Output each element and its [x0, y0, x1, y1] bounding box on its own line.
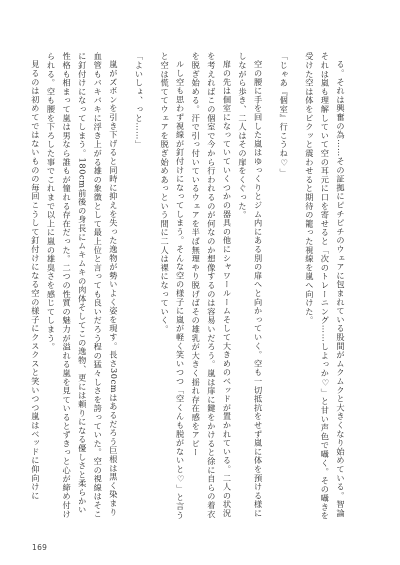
body-paragraph: ルし空も思わず視線が釘付けになってしまう。そんな空の様子に嵐が軽く笑いつつ「空くんも脱がないと♡」と言うと空は慌ててウェアを脱ぎ始めあっという間に二人は裸になっていく。: [160, 52, 186, 520]
paragraph-gap: [146, 52, 156, 522]
vertical-body-text: [30, 52, 348, 522]
page-number: 169: [32, 543, 48, 552]
body-paragraph: 見るのは初めてではないものの毎回こうして釘付けになる空の様子にクスクスと笑いつつ嵐はベッドに仰向けに: [30, 60, 41, 501]
paragraph-gap: [291, 52, 301, 522]
dialogue-line: 「よいしょ、っと……」: [134, 52, 145, 149]
paragraph-gap: [121, 52, 131, 522]
body-paragraph: 空の腰に手を回した嵐はゆっくりとジム内にある別の扉へと向かっていく。空も一切抵抗をせず嵐に体を預ける様にしながら歩き、二人はその扉をくぐった。: [238, 52, 264, 518]
body-paragraph: 扉の先は個室になっていていくつかの器具の他にシャワールームそして大きめのベッドが置かれている。二人の状況を考えればこの個室で今から行われるのが何なのか想像するのは容易いだろう。嵐は扉に鍵をかけると徐に自らの着衣を脱ぎ始める。汗で引っ付いているウェアを半ば無理やり脱げばその雄乳が大きく揺れ存在感をアピー: [191, 52, 233, 519]
body-paragraph: る。それは興奮の為……その証拠にピチピチのウェアに包まれている股間がムクムクと大きくなり始めている。智論それは嵐も理解していて空の耳元に口を寄せると「次のトレーニング……しよっか♡」と甘い声色で囁く。その囁きを受けた空は体をビクッと震わせると期待の籠った視線を嵐へ向けた。: [304, 52, 346, 521]
paragraph-gap: [266, 52, 276, 522]
dialogue-line: 「じゃあ『個室』行こうね♡」: [279, 52, 290, 177]
body-paragraph: 嵐がズボンを引き下げると同時に抑えを失った逸物が勢いよく姿を現す。長さ30cmはあるだろう巨根は黒く染まり血管もバキバキに浮き上がる雄の象徴として最上位と言っても良いだろう程の猛々しさを誇っていた。空の視線はそこに釘付けになってしまう。180cm前後の身長にムキムキの肉体そしてこの逸物、更には頼りになる優しさと柔らかい性格も相まって嵐は男なら誰もが憧れる存在だった。二つの性質の魅力が溢れる嵐を見ているとずきっと心が締め付けられる。空も腰を下ろした事でこれまで以上に嵐の雄臭さを感じてしまう。: [46, 52, 119, 519]
